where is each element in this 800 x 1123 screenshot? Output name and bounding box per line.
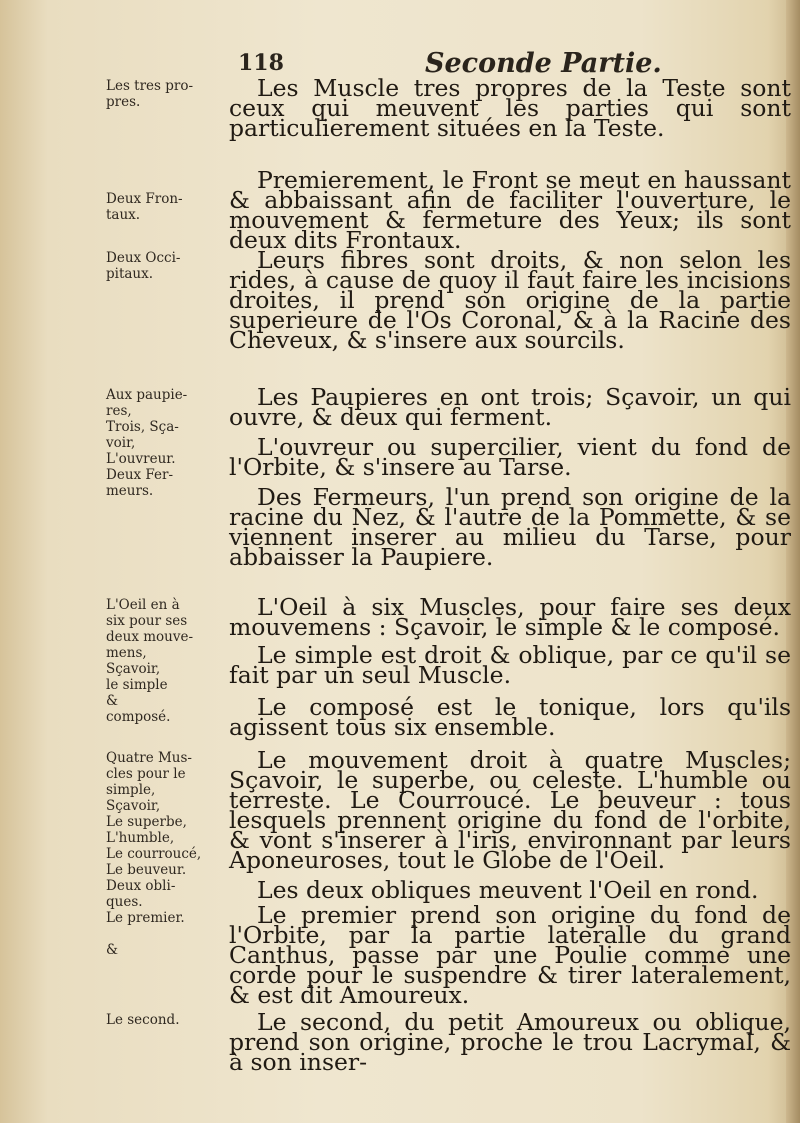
para-simple: Le simple est droit & oblique, par ce qu'il se fait par un seul Muscle. <box>229 641 791 689</box>
running-head: Seconde Partie. <box>425 48 662 79</box>
margin-note-le-second: Le second. <box>106 1012 180 1028</box>
page-number: 118 <box>238 50 284 76</box>
margin-note-quatre-muscles: Quatre Mus- cles pour le simple, Sçavoir, Le superbe, L'humble, Le courroucé, Le beuveur. Deux obli- ques. Le premier. & <box>106 750 202 958</box>
para-oeil-six-muscles: L'Oeil à six Muscles, pour faire ses deux mouvemens : Sçavoir, le simple & le composé. <box>229 593 791 641</box>
para-fermeurs: Des Fermeurs, l'un prend son origine de la racine du Nez, & l'autre de la Pommette, & se viennent inserer au milieu du Tarse, pour abbaisser la Paupiere. <box>229 483 791 571</box>
para-ouvreur: L'ouvreur ou supercilier, vient du fond de l'Orbite, & s'insere au Tarse. <box>229 433 791 481</box>
margin-note-tres-propres: Les tres pro- pres. <box>106 78 194 110</box>
para-compose: Le composé est le tonique, lors qu'ils agissent tous six ensemble. <box>229 693 791 741</box>
para-fibres-droits: Leurs fibres sont droits, & non selon les rides, à cause de quoy il faut faire les incisions droites, il prend son origine de la partie superieure de l'Os Coronal, & à la Racine des Cheveux, & s'insere aux sourcils. <box>229 246 791 354</box>
margin-note-oeil: L'Oeil en à six pour ses deux mouve- mens, Sçavoir, le simple & composé. <box>106 597 194 725</box>
para-paupieres: Les Paupieres en ont trois; Sçavoir, un qui ouvre, & deux qui ferment. <box>229 383 791 431</box>
para-mouvement-droit: Le mouvement droit à quatre Muscles; Sçavoir, le superbe, ou celeste. L'humble ou terreste. Le Courroucé. Le beuveur : tous lesquels prennent origine du fond de l'orbite, & vont s'inserer à l'iris, environnant par leurs Aponeuroses, tout le Globe de l'Oeil. <box>229 746 791 874</box>
margin-note-deux-occipitaux: Deux Occi- pitaux. <box>106 250 181 282</box>
margin-note-paupieres: Aux paupie- res, Trois, Sça- voir, L'ouvreur. Deux Fer- meurs. <box>106 387 188 499</box>
para-premierement: Premierement, le Front se meut en haussant & abbaissant afin de faciliter l'ouverture, le mouvement & fermeture des Yeux; ils sont deux dits Frontaux. <box>229 166 791 254</box>
para-second-oblique: Le second, du petit Amoureux ou oblique, prend son origine, proche le trou Lacrymal, & à son inser- <box>229 1008 791 1076</box>
margin-note-deux-frontaux: Deux Fron- taux. <box>106 191 183 223</box>
para-muscles-tres-propres: Les Muscle tres propres de la Teste sont ceux qui meuvent les parties qui sont particulierement situées en la Teste. <box>229 74 791 142</box>
para-premier-oblique: Le premier prend son origine du fond de l'Orbite, par la partie lateralle du grand Canthus, passe par une Poulie comme une corde pour le suspendre & tirer lateralement, & est dit Amoureux. <box>229 901 791 1009</box>
para-deux-obliques: Les deux obliques meuvent l'Oeil en rond. <box>257 876 759 904</box>
